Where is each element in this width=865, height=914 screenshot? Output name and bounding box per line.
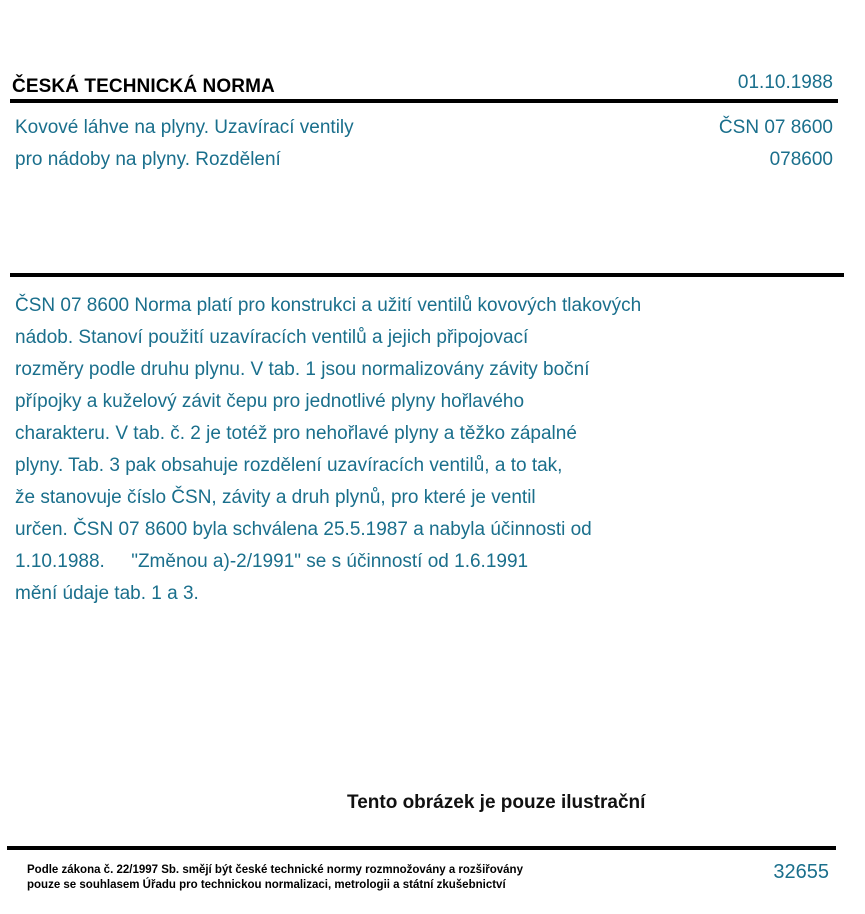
copyright-notice-line: pouze se souhlasem Úřadu pro technickou normalizaci, metrologii a státní zkušebnictví xyxy=(27,879,506,891)
description-line: rozměry podle druhu plynu. V tab. 1 jsou normalizovány závity boční xyxy=(15,359,590,380)
document-heading: ČESKÁ TECHNICKÁ NORMA xyxy=(12,76,275,97)
description-line: přípojky a kuželový závit čepu pro jednotlivé plyny hořlavého xyxy=(15,391,525,412)
standard-title-line-2: pro nádoby na plyny. Rozdělení xyxy=(15,149,281,170)
document-number: 32655 xyxy=(773,861,829,883)
description-line: určen. ČSN 07 8600 byla schválena 25.5.1987 a nabyla účinnosti od xyxy=(15,519,592,540)
description-line: plyny. Tab. 3 pak obsahuje rozdělení uzavíracích ventilů, a to tak, xyxy=(15,455,563,476)
illustration-note: Tento obrázek je pouze ilustrační xyxy=(347,792,646,813)
standard-class-code: 078600 xyxy=(769,149,833,170)
description-line: charakteru. V tab. č. 2 je totéž pro nehořlavé plyny a těžko zápalné xyxy=(15,423,577,444)
section-divider xyxy=(10,273,844,277)
header-divider xyxy=(10,99,838,103)
description-line: že stanovuje číslo ČSN, závity a druh plynů, pro které je ventil xyxy=(15,487,536,508)
standard-title-line-1: Kovové láhve na plyny. Uzavírací ventily xyxy=(15,117,354,138)
copyright-notice-line: Podle zákona č. 22/1997 Sb. smějí být české technické normy rozmnožovány a rozšiřovány xyxy=(27,864,523,876)
effective-date: 01.10.1988 xyxy=(737,72,833,93)
footer-divider xyxy=(7,846,836,850)
standard-designation: ČSN 07 8600 xyxy=(718,117,833,138)
copyright-notice xyxy=(27,863,523,893)
description-line: 1.10.1988. "Změnou a)-2/1991" se s účinností od 1.6.1991 xyxy=(15,551,529,572)
description-line: nádob. Stanoví použití uzavíracích ventilů a jejich připojovací xyxy=(15,327,529,348)
description-line: mění údaje tab. 1 a 3. xyxy=(15,583,199,604)
standard-description xyxy=(15,290,641,610)
description-line: ČSN 07 8600 Norma platí pro konstrukci a užití ventilů kovových tlakových xyxy=(15,295,642,316)
